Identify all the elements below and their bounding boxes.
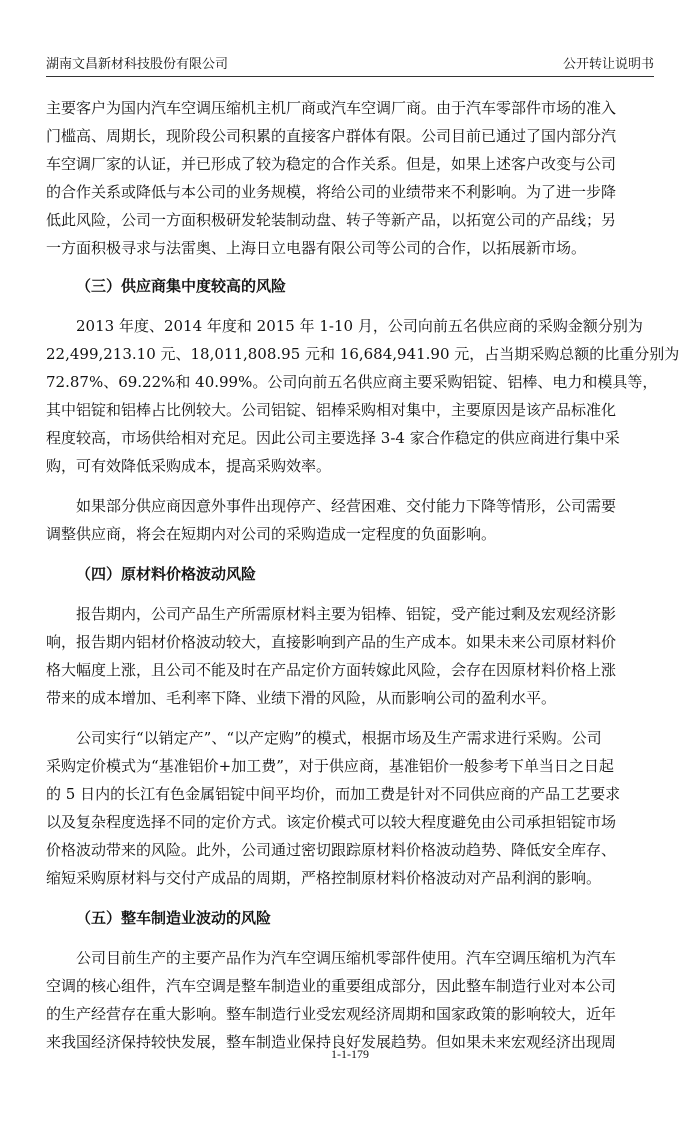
paragraph-line: 缩短采购原材料与交付产成品的周期，严格控制原材料价格波动对产品利润的影响。 — [46, 869, 602, 887]
paragraph-line: 带来的成本增加、毛利率下降、业绩下滑的风险，从而影响公司的盈利水平。 — [46, 689, 557, 707]
paragraph-line: 响，报告期内铝材价格波动较大，直接影响到产品的生产成本。如果未来公司原材料价 — [46, 633, 617, 651]
paragraph-raw-material-prices — [46, 600, 654, 712]
paragraph-line: 公司目前生产的主要产品作为汽车空调压缩机零部件使用。汽车空调压缩机为汽车 — [76, 949, 617, 967]
paragraph-line: 价格波动带来的风险。此外，公司通过密切跟踪原材料价格波动趋势、降低安全库存、 — [46, 841, 617, 859]
paragraph-line: 72.87%、69.22%和 40.99%。公司向前五名供应商主要采购铝锭、铝棒、电力和模具等， — [46, 373, 658, 391]
section-heading-vehicle-industry-risk: （五）整车制造业波动的风险 — [76, 909, 272, 927]
paragraph-line: 车空调厂家的认证，并已形成了较为稳定的合作关系。但是，如果上述客户改变与公司 — [46, 155, 617, 173]
paragraph-line: 如果部分供应商因意外事件出现停产、经营困难、交付能力下降等情形，公司需要 — [76, 497, 617, 515]
header-company-name: 湖南文昌新材科技股份有限公司 — [46, 57, 229, 72]
section-heading-raw-material-risk: （四）原材料价格波动风险 — [76, 565, 257, 583]
paragraph-line: 的 5 日内的长江有色金属铝锭中间平均价，而加工费是针对不同供应商的产品工艺要求 — [46, 785, 621, 803]
page-number: 1-1-179 — [331, 1047, 369, 1061]
paragraph-line: 22,499,213.10 元、18,011,808.95 元和 16,684,941.90 元，占当期采购总额的比重分别为 — [46, 345, 680, 363]
paragraph-line: 的生产经营存在重大影响。整车制造行业受宏观经济周期和国家政策的影响较大，近年 — [46, 1005, 617, 1023]
paragraph-line: 空调的核心组件，汽车空调是整车制造业的重要组成部分，因此整车制造行业对本公司 — [46, 977, 617, 995]
paragraph-supplier-impact — [46, 492, 654, 548]
paragraph-line: 公司实行“以销定产”、“以产定购”的模式，根据市场及生产需求进行采购。公司 — [76, 729, 602, 747]
paragraph-line: 一方面积极寻求与法雷奥、上海日立电器有限公司等公司的合作，以拓展新市场。 — [46, 239, 587, 257]
paragraph-major-customers — [46, 94, 654, 262]
paragraph-line: 格大幅度上涨，且公司不能及时在产品定价方面转嫁此风险，会存在因原材料价格上涨 — [46, 661, 617, 679]
paragraph-vehicle-industry — [46, 944, 654, 1056]
paragraph-line: 的合作关系或降低与本公司的业务规模，将给公司的业绩带来不利影响。为了进一步降 — [46, 183, 617, 201]
paragraph-line: 来我国经济保持较快发展，整车制造业保持良好发展趋势。但如果未来宏观经济出现周 — [46, 1033, 617, 1051]
paragraph-line: 购，可有效降低采购成本，提高采购效率。 — [46, 457, 332, 475]
paragraph-line: 2013 年度、2014 年度和 2015 年 1-10 月，公司向前五名供应商的采购金额分别为 — [76, 317, 643, 335]
section-heading-supplier-risk: （三）供应商集中度较高的风险 — [76, 277, 287, 295]
header-document-type: 公开转让说明书 — [562, 57, 654, 72]
paragraph-line: 主要客户为国内汽车空调压缩机主机厂商或汽车空调厂商。由于汽车零部件市场的准入 — [46, 99, 617, 117]
paragraph-line: 报告期内，公司产品生产所需原材料主要为铝棒、铝锭，受产能过剩及宏观经济影 — [76, 605, 617, 623]
paragraph-line: 调整供应商，将会在短期内对公司的采购造成一定程度的负面影响。 — [46, 525, 497, 543]
paragraph-pricing-model — [46, 724, 654, 892]
paragraph-line: 以及复杂程度选择不同的定价方式。该定价模式可以较大程度避免由公司承担铝锭市场 — [46, 813, 617, 831]
page-header — [46, 54, 654, 77]
paragraph-supplier-purchases — [46, 312, 680, 480]
document-body — [46, 94, 680, 1068]
paragraph-line: 程度较高，市场供给相对充足。因此公司主要选择 3-4 家合作稳定的供应商进行集中采 — [46, 429, 620, 447]
paragraph-line: 门槛高、周期长，现阶段公司积累的直接客户群体有限。公司目前已通过了国内部分汽 — [46, 127, 617, 145]
paragraph-line: 低此风险，公司一方面积极研发轮装制动盘、转子等新产品，以拓宽公司的产品线；另 — [46, 211, 617, 229]
paragraph-line: 采购定价模式为“基准铝价+加工费”，对于供应商，基准铝价一般参考下单当日之日起 — [46, 757, 614, 775]
paragraph-line: 其中铝锭和铝棒占比例较大。公司铝锭、铝棒采购相对集中，主要原因是该产品标准化 — [46, 401, 617, 419]
